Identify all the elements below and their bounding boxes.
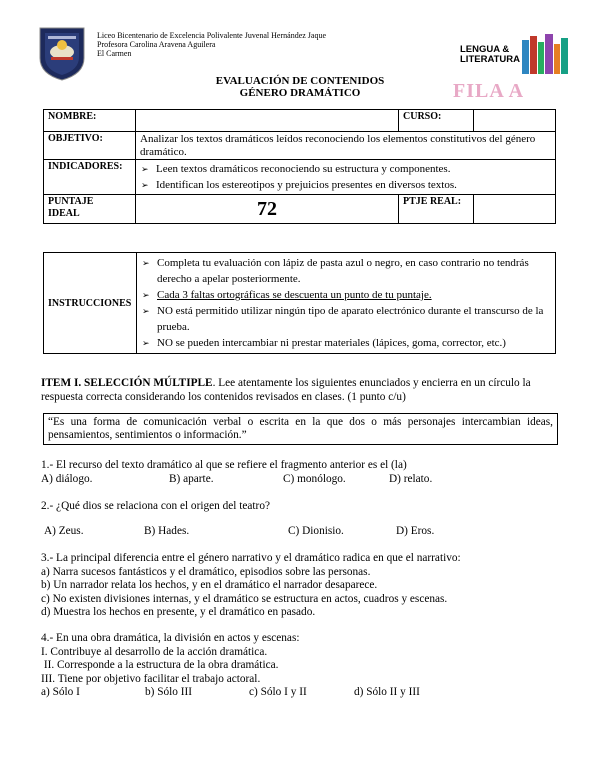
nombre-label: NOMBRE: xyxy=(44,110,136,132)
school-name: Liceo Bicentenario de Excelencia Polivalente Juvenal Hernández Jaque xyxy=(97,31,327,40)
question-3-text: 3.- La principal diferencia entre el género narrativo y el dramático radica en que el narrativo: xyxy=(41,552,461,564)
exam-title-line-1: EVALUACIÓN DE CONTENIDOS xyxy=(215,75,385,87)
chevron-bullet-icon: ➢ xyxy=(141,180,149,190)
list-item: ➢ NO se pueden intercambiar ni prestar materiales (lápices, goma, corrector, etc.) xyxy=(142,337,506,349)
indicadores-row xyxy=(44,160,556,195)
question-2-options xyxy=(44,525,564,541)
chevron-bullet-icon: ➢ xyxy=(142,290,150,300)
question-1-options xyxy=(41,473,561,489)
q3-option-d[interactable]: d) Muestra los hechos en presente, y el dramático en pasado. xyxy=(41,606,316,618)
books-icon xyxy=(520,32,572,76)
teacher-name: Profesora Carolina Aravena Aguilera xyxy=(97,40,216,49)
q1-option-d[interactable]: D) relato. xyxy=(389,473,433,485)
quote-box: “Es una forma de comunicación verbal o escrita en la que dos o más personajes intercambian ideas, pensamientos, sentimientos o información.” xyxy=(43,413,558,445)
q3-option-a[interactable]: a) Narra sucesos fantásticos y el dramático, episodios sobre las personas. xyxy=(41,565,371,578)
brand-line-2: LITERATURA xyxy=(460,54,520,65)
question-2-text: 2.- ¿Qué dios se relaciona con el origen del teatro? xyxy=(41,500,270,512)
list-item: ➢ Cada 3 faltas ortográficas se descuenta un punto de tu puntaje. xyxy=(142,289,432,301)
q3-option-c[interactable]: c) No existen divisiones internas, y el dramático se estructura en actos, cuadros y escenas. xyxy=(41,592,448,605)
question-4 xyxy=(41,632,571,686)
item1-heading: ITEM I. SELECCIÓN MÚLTIPLE xyxy=(41,377,213,389)
instructions-label: INSTRUCCIONES xyxy=(44,253,137,354)
objetivo-label: OBJETIVO: xyxy=(44,132,136,160)
indicadores-list xyxy=(140,161,551,193)
ptje-real-label: PTJE REAL: xyxy=(399,195,474,224)
instructions-row xyxy=(44,253,556,354)
list-item: ➢ Identifican los estereotipos y prejuicios presentes en diversos textos. xyxy=(141,179,457,191)
chevron-bullet-icon: ➢ xyxy=(142,338,150,348)
chevron-bullet-icon: ➢ xyxy=(142,258,150,268)
question-4-options xyxy=(41,686,561,702)
school-crest-logo xyxy=(36,24,88,82)
q2-option-d[interactable]: D) Eros. xyxy=(396,525,435,537)
item1-intro xyxy=(41,377,561,404)
school-info xyxy=(97,31,326,58)
list-item: ➢ Completa tu evaluación con lápiz de pasta azul o negro, en caso contrario no tendrás derecho a apelar posteriormente. xyxy=(142,257,529,285)
exam-title-line-2: GÉNERO DRAMÁTICO xyxy=(239,87,361,99)
curso-field[interactable] xyxy=(474,110,556,132)
brand-text xyxy=(460,45,520,65)
objetivo-text: Analizar los textos dramáticos leídos reconociendo los elementos constitutivos del género dramático. xyxy=(136,132,556,160)
puntaje-label: PUNTAJE IDEAL xyxy=(44,195,136,224)
list-item: ➢ NO está permitido utilizar ningún tipo de aparato electrónico durante el transcurso de la prueba. xyxy=(142,305,544,333)
lengua-literatura-logo xyxy=(460,32,570,76)
q4-option-c[interactable]: c) Sólo I y II xyxy=(249,686,307,698)
question-3 xyxy=(41,552,571,620)
q4-statement-1: I. Contribuye al desarrollo de la acción dramática. xyxy=(41,645,268,658)
puntaje-value: 72 xyxy=(136,195,399,224)
brand-line-1: LENGUA & xyxy=(460,44,510,55)
ptje-real-field[interactable] xyxy=(474,195,556,224)
q3-option-b[interactable]: b) Un narrador relata los hechos, y en el dramático el narrador desaparece. xyxy=(41,579,378,591)
objetivo-row xyxy=(44,132,556,160)
student-info-table xyxy=(43,109,556,224)
instructions-table xyxy=(43,252,556,354)
school-location: El Carmen xyxy=(97,49,132,58)
q2-option-c[interactable]: C) Dionisio. xyxy=(288,525,344,537)
q1-option-b[interactable]: B) aparte. xyxy=(169,473,214,485)
q4-option-d[interactable]: d) Sólo II y III xyxy=(354,686,420,698)
indicadores-label: INDICADORES: xyxy=(44,160,136,195)
chevron-bullet-icon: ➢ xyxy=(142,306,150,316)
indicadores-cell xyxy=(136,160,556,195)
question-4-text: 4.- En una obra dramática, la división en actos y escenas: xyxy=(41,632,300,644)
instructions-cell xyxy=(137,253,556,354)
curso-label: CURSO: xyxy=(399,110,474,132)
q4-option-b[interactable]: b) Sólo III xyxy=(145,686,193,698)
chevron-bullet-icon: ➢ xyxy=(141,164,149,174)
q2-option-a[interactable]: A) Zeus. xyxy=(44,525,84,537)
q4-option-a[interactable]: a) Sólo I xyxy=(41,686,80,698)
q1-option-a[interactable]: A) diálogo. xyxy=(41,473,93,485)
q2-option-b[interactable]: B) Hades. xyxy=(144,525,190,537)
q4-statement-3: III. Tiene por objetivo facilitar el trabajo actoral. xyxy=(41,672,261,685)
q4-statement-2: II. Corresponde a la estructura de la obra dramática. xyxy=(41,659,279,671)
question-1-text: 1.- El recurso del texto dramático al que se refiere el fragmento anterior es el (la) xyxy=(41,459,407,471)
nombre-field[interactable] xyxy=(136,110,399,132)
puntaje-row xyxy=(44,195,556,224)
instructions-list xyxy=(141,255,551,351)
list-item: ➢ Leen textos dramáticos reconociendo su estructura y componentes. xyxy=(141,163,451,175)
item1-intro-text: . Lee atentamente los siguientes enunciados y encierra en un círculo la respuesta correcta considerando los contenidos revisados en clases. (1 punto c/u) xyxy=(41,377,531,403)
fila-label: FILA A xyxy=(453,80,525,102)
q1-option-c[interactable]: C) monólogo. xyxy=(283,473,346,485)
nombre-row xyxy=(44,110,556,132)
